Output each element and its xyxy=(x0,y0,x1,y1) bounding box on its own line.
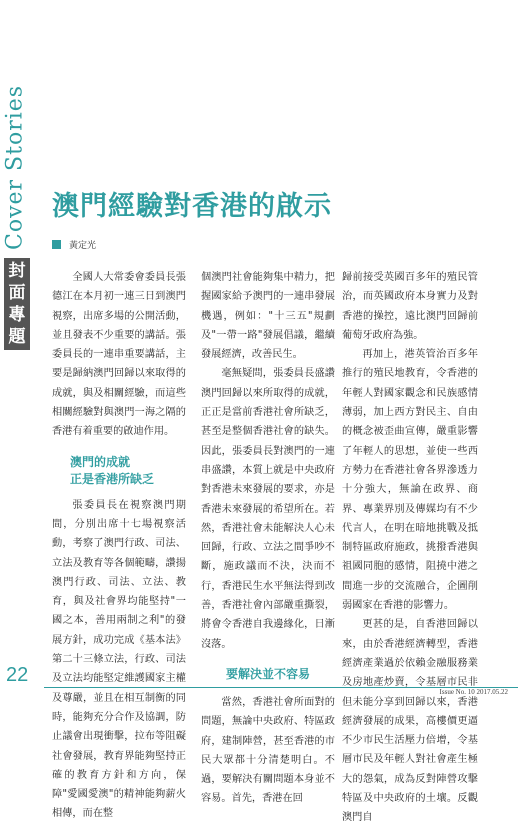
author-marker-icon xyxy=(52,240,61,249)
subheading: 澳門的成就 xyxy=(70,454,131,469)
section-char: 專 xyxy=(8,305,26,325)
section-char: 面 xyxy=(8,283,26,303)
paragraph: 全國人大常委會委員長張德江在本月初一連三日到澳門視察，出席多場的公開活動，並且發表不少重要的講話。張委員長的一連串重要講話，主要是歸納澳門回歸以來取得的成就，與及相關經驗，而這些相關經驗對與澳門一海之隔的香港有着重要的啟迪作用。 xyxy=(52,272,186,438)
footer-issue: Issue No. 10 2017.05.22 xyxy=(439,688,508,696)
author-name: 黃定光 xyxy=(69,241,97,251)
article-title: 澳門經驗對香港的啟示 xyxy=(52,191,332,222)
article-column-3 xyxy=(342,268,478,828)
page-number: 22 xyxy=(6,664,29,686)
author-row xyxy=(52,238,96,251)
section-title-chinese xyxy=(4,258,30,350)
paragraph: 當然，香港社會所面對的問題，無論中央政府、特區政府，建制陣營，甚至香港的市民大眾都十分清楚明白。不過，要解決有關問題本身並不容易。首先，香港在回 xyxy=(201,696,335,805)
paragraph: 張委員長在視察澳門期間，分別出席十七場視察活動，考察了澳門行政、司法、立法及教育等各個範疇，讚揚澳門行政、司法、立法、教育，與及社會界均能堅持"一國之本，善用兩制之利"的發展方針，成功完成《基本法》第二十三條立法，行政、司法及立法均能堅定維護國家主權及尊嚴，並且在相互制衡的同時，能夠充分合作及協調，防止議會出現衝擊，拉布等阻礙社會發展，教育界能夠堅持正確的教育方針和方向，保障"愛國愛澳"的精神能夠薪火相傳，而在整 xyxy=(52,499,186,820)
paragraph: 歸前接受英國百多年的殖民管治，而英國政府本身實力及對香港的操控，遠比澳門回歸前葡萄牙政府為強。 xyxy=(342,272,478,341)
paragraph: 個澳門社會能夠集中精力，把握國家給予澳門的一連串發展機遇，例如："十三五"規劃及"一帶一路"發展倡議，繼續發展經濟，改善民生。 xyxy=(201,272,335,361)
section-char: 題 xyxy=(8,327,26,347)
article-column-2 xyxy=(201,268,335,809)
sidebar xyxy=(0,0,30,700)
section-title-english: Cover Stories xyxy=(2,84,28,250)
subheading: 正是香港所缺乏 xyxy=(70,471,155,486)
paragraph: 更甚的是，自香港回歸以來，由於香港經濟轉型，香港經濟產業過於依賴金融服務業及房地產炒賣，令基層市民非但未能分享到回歸以來，香港經濟發展的成果，高樓價更逼不少市民生活壓力倍增，令基層市民及年輕人對社會產生極大的怨氣，成為反對陣營攻擊特區及中央政府的土壤。反觀澳門自 xyxy=(342,619,478,824)
article-column-1 xyxy=(52,268,186,824)
section-char: 封 xyxy=(8,261,26,281)
paragraph: 再加上，港英管治百多年推行的殖民地教育，令香港的年輕人對國家觀念和民族感情薄弱，加上西方對民主、自由的概念被歪曲宣傳，嚴重影響了年輕人的思想，並使一些西方勢力在香港社會各界滲透力十分強大，無論在政界、商界、專業界別及傳媒均有不少代言人，在明在暗地挑戰及抵制特區政府施政，挑撥香港與祖國同胞的感情，阻撓中港之間進一步的交流融合，企圖削弱國家在香港的影響力。 xyxy=(342,349,478,612)
subheading: 要解決並不容易 xyxy=(225,666,310,681)
paragraph: 毫無疑問，張委員長盛讚澳門回歸以來所取得的成就，正正是當前香港社會所缺乏，甚至是整個香港社會的缺失。因此，張委員長對澳門的一連串盛讚，本質上就是中央政府對香港未來發展的要求，亦是香港未來發展的希望所在。若然，香港社會未能解決人心未回歸，行政、立法之間爭吵不斷，施政議而不決，決而不行，香港民生水平無法得到改善，香港社會內部嚴重撕裂，將會令香港自我邊緣化，日漸沒落。 xyxy=(201,368,335,650)
